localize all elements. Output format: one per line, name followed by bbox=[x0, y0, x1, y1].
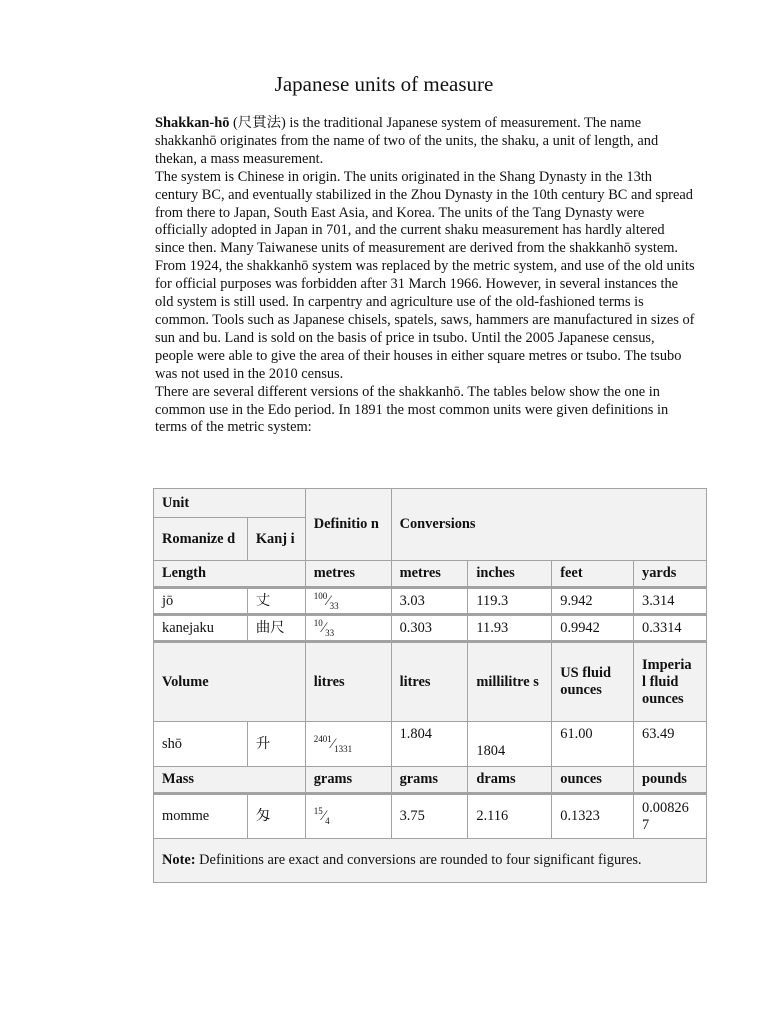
unit-kanji: 曲尺 bbox=[247, 615, 305, 642]
value-pounds: 0.00826 7 bbox=[634, 794, 707, 839]
unit-definition: $^{10}⁄_{33}$ bbox=[305, 615, 391, 642]
value-feet: 9.942 bbox=[552, 588, 634, 615]
intro-text: (尺貫法) is the traditional Japanese system of measurement. The name shakkanhō originates from the name of two of the units, the shaku, a unit of length, and thekan, a mass measurement. bbox=[155, 115, 659, 167]
value-inches: 11.93 bbox=[468, 615, 552, 642]
value-drams: 2.116 bbox=[468, 794, 552, 839]
value-us-fluid-ounces: 61.00 bbox=[552, 722, 634, 767]
table-row bbox=[154, 615, 707, 642]
section-length-label: Length bbox=[154, 561, 306, 588]
value-metres: 0.303 bbox=[391, 615, 468, 642]
header-kanji: Kanj i bbox=[247, 518, 305, 561]
units-table bbox=[153, 488, 707, 883]
unit-definition: $^{15}⁄_4$ bbox=[305, 794, 391, 839]
table-note bbox=[154, 839, 707, 883]
unit-kanji: 丈 bbox=[247, 588, 305, 615]
mass-col-grams: grams bbox=[391, 767, 468, 794]
unit-name: shō bbox=[154, 722, 248, 767]
mass-col-pounds: pounds bbox=[634, 767, 707, 794]
mass-col-drams: drams bbox=[468, 767, 552, 794]
note-text: Definitions are exact and conversions are rounded to four significant figures. bbox=[195, 852, 642, 868]
section-volume-label: Volume bbox=[154, 642, 306, 722]
value-yards: 0.3314 bbox=[634, 615, 707, 642]
section-mass-label: Mass bbox=[154, 767, 306, 794]
value-imperial-fluid-ounces: 63.49 bbox=[634, 722, 707, 767]
value-ounces: 0.1323 bbox=[552, 794, 634, 839]
length-definition-unit: metres bbox=[305, 561, 391, 588]
unit-kanji: 匁 bbox=[247, 794, 305, 839]
metric-paragraph: From 1924, the shakkanhō system was replaced by the metric system, and use of the old units for official purposes was forbidden after 31 March 1966. However, in several instances the old system is still used. In carpentry and agriculture use of the old-fashioned terms is common. Tools such as Japanese chisels, spatels, saws, hammers are manufactured in sizes of sun and bu. Land is sold on the basis of price in tsubo. Until the 2005 Japanese census, people were able to give the area of their houses in either square metres or tsubo. The tsubo was not used in the 2010 census. bbox=[155, 258, 695, 382]
value-yards: 3.314 bbox=[634, 588, 707, 615]
table-row bbox=[154, 588, 707, 615]
unit-definition: $^{100}⁄_{33}$ bbox=[305, 588, 391, 615]
origin-paragraph: The system is Chinese in origin. The units originated in the Shang Dynasty in the 13th century BC, and eventually stabilized in the Zhou Dynasty in the 10th century BC and spread from there to Japan, South East Asia, and Korea. The units of the Tang Dynasty were officially adopted in Japan in 701, and the current shaku measurement has hardly altered since then. Many Taiwanese units of measurement are derived from the shakkanhō system. bbox=[155, 168, 693, 257]
table-row bbox=[154, 722, 707, 767]
unit-name: kanejaku bbox=[154, 615, 248, 642]
volume-col-imperial-fluid-ounces: Imperia l fluid ounces bbox=[634, 642, 707, 722]
volume-definition-unit: litres bbox=[305, 642, 391, 722]
article-body bbox=[155, 115, 695, 437]
volume-col-litres: litres bbox=[391, 642, 468, 722]
mass-definition-unit: grams bbox=[305, 767, 391, 794]
header-conversions: Conversions bbox=[391, 489, 706, 561]
term-shakkan-ho: Shakkan-hō bbox=[155, 115, 230, 131]
page-title: Japanese units of measure bbox=[274, 72, 494, 96]
length-col-metres: metres bbox=[391, 561, 468, 588]
length-col-inches: inches bbox=[468, 561, 552, 588]
volume-col-us-fluid-ounces: US fluid ounces bbox=[552, 642, 634, 722]
value-litres: 1.804 bbox=[391, 722, 468, 767]
volume-col-millilitres: millilitre s bbox=[468, 642, 552, 722]
note-label: Note: bbox=[162, 852, 196, 868]
value-millilitres: 1804 bbox=[468, 722, 552, 767]
versions-paragraph: There are several different versions of the shakkanhō. The tables below show the one in common use in the Edo period. In 1891 the most common units were given definitions in terms of the metric system: bbox=[155, 383, 669, 436]
header-unit: Unit bbox=[154, 489, 306, 518]
mass-col-ounces: ounces bbox=[552, 767, 634, 794]
value-inches: 119.3 bbox=[468, 588, 552, 615]
value-metres: 3.03 bbox=[391, 588, 468, 615]
length-col-yards: yards bbox=[634, 561, 707, 588]
length-col-feet: feet bbox=[552, 561, 634, 588]
unit-kanji: 升 bbox=[247, 722, 305, 767]
unit-definition: $^{2401}⁄_{1331}$ bbox=[305, 722, 391, 767]
table-row bbox=[154, 794, 707, 839]
unit-name: momme bbox=[154, 794, 248, 839]
value-grams: 3.75 bbox=[391, 794, 468, 839]
value-feet: 0.9942 bbox=[552, 615, 634, 642]
header-romanized: Romanize d bbox=[154, 518, 248, 561]
intro-paragraph bbox=[155, 115, 695, 169]
header-definition: Definitio n bbox=[305, 489, 391, 561]
unit-name: jō bbox=[154, 588, 248, 615]
